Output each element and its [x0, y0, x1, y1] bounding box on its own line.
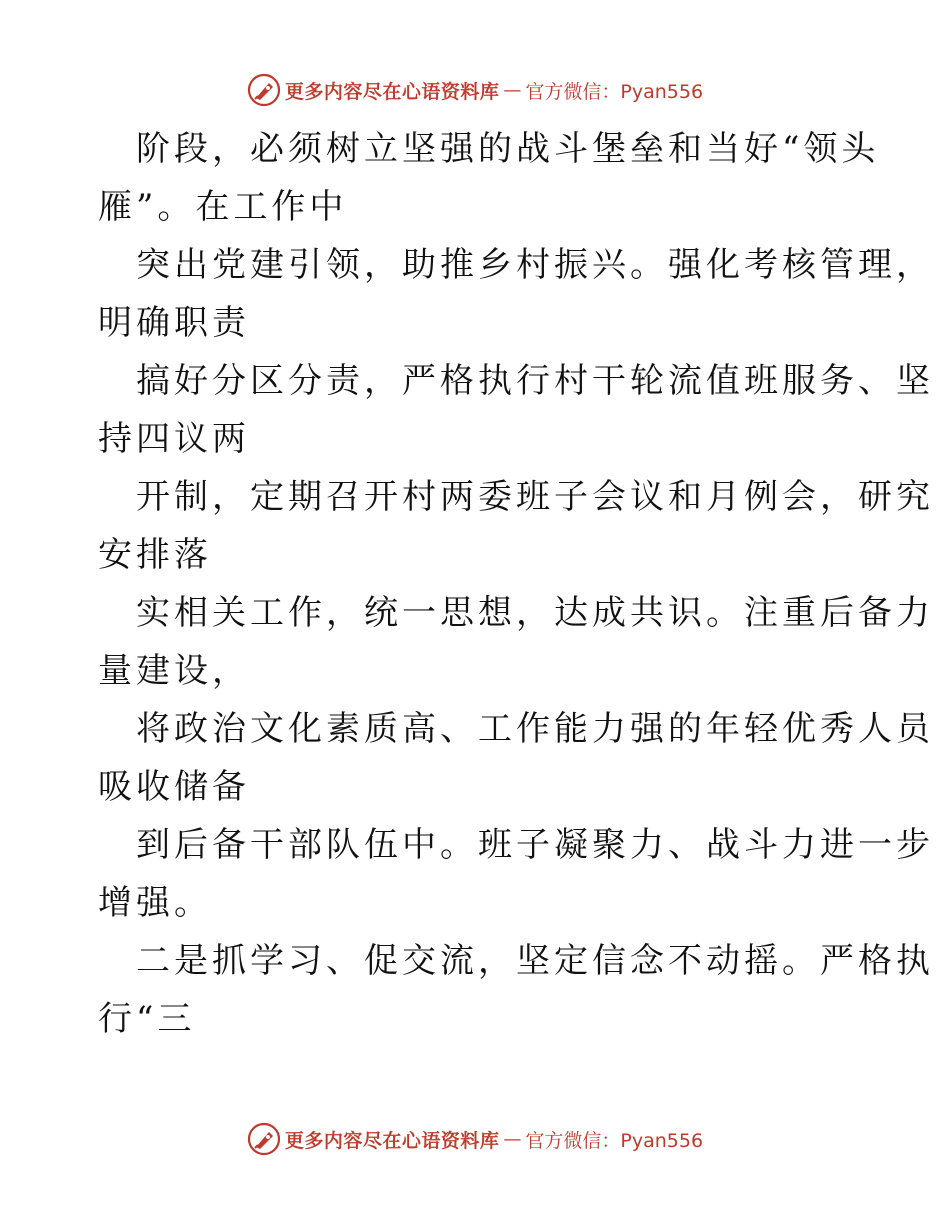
watermark-main-text: 更多内容尽在心语资料库 — [284, 1129, 500, 1152]
text-line: 安排落 — [98, 535, 212, 575]
text-line: 搞好分区分责，严格执行村干轮流值班服务、坚 — [136, 361, 934, 401]
watermark-separator: — — [503, 1128, 522, 1150]
pen-nib-logo-icon — [247, 1122, 281, 1156]
document-body — [98, 120, 934, 1048]
text-line: 吸收储备 — [98, 767, 250, 807]
text-line: 实相关工作，统一思想，达成共识。注重后备力 — [136, 593, 934, 633]
text-line: 雁”。在工作中 — [98, 187, 348, 227]
watermark-main-text: 更多内容尽在心语资料库 — [284, 80, 500, 103]
header-watermark — [0, 68, 950, 112]
pen-nib-logo-icon — [247, 73, 281, 107]
text-line: 二是抓学习、促交流，坚定信念不动摇。严格执 — [136, 941, 934, 981]
text-line: 明确职责 — [98, 303, 250, 343]
text-line: 开制，定期召开村两委班子会议和月例会，研究 — [136, 477, 934, 517]
watermark-separator: — — [503, 79, 522, 101]
text-line: 行“三 — [98, 999, 196, 1039]
text-line: 量建设， — [98, 651, 250, 691]
text-line: 将政治文化素质高、工作能力强的年轻优秀人员 — [136, 709, 934, 749]
text-line: 阶段，必须树立坚强的战斗堡垒和当好“领头 — [136, 129, 880, 169]
watermark-wechat-text: 官方微信：Pyan556 — [525, 1129, 704, 1152]
watermark-wechat-text: 官方微信：Pyan556 — [525, 80, 704, 103]
footer-watermark — [0, 1117, 950, 1161]
text-line: 持四议两 — [98, 419, 250, 459]
text-line: 突出党建引领，助推乡村振兴。强化考核管理， — [136, 245, 934, 285]
text-line: 增强。 — [98, 883, 212, 923]
text-line: 到后备干部队伍中。班子凝聚力、战斗力进一步 — [136, 825, 934, 865]
